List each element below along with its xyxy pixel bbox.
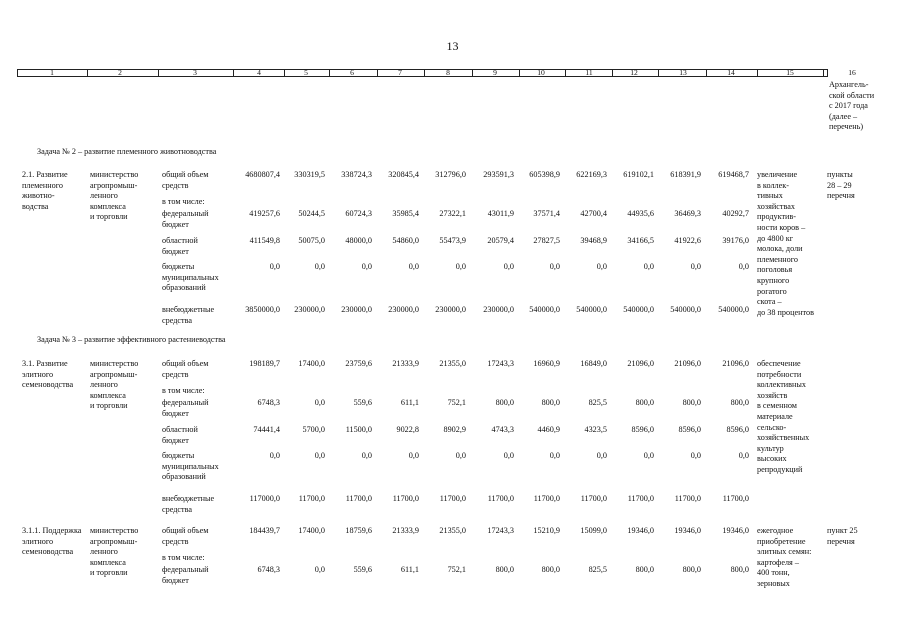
funding-value: 0,0 — [503, 451, 514, 460]
funding-value: 198189,7 — [249, 359, 280, 368]
responsible-executor: министерство агропромыш- ленного комплекса и торговли — [90, 526, 139, 578]
funding-value: 11700,0 — [627, 494, 654, 503]
list-reference: пункт 25 перечня — [827, 526, 858, 546]
funding-value: 605398,9 — [529, 170, 560, 179]
funding-value: 3850000,0 — [245, 305, 280, 314]
funding-value: 0,0 — [549, 451, 560, 460]
funding-value: 16849,0 — [580, 359, 607, 368]
funding-value: 11700,0 — [533, 494, 560, 503]
column-divider — [472, 69, 473, 77]
expected-result: обеспечение потребности коллективных хозяйств в семенном материале сельско- хозяйственных культур высоких репродукций — [757, 359, 810, 474]
funding-value: 338724,3 — [341, 170, 372, 179]
funding-value: 20579,4 — [487, 236, 514, 245]
page-number: 13 — [446, 39, 459, 53]
funding-value: 0,0 — [408, 262, 419, 271]
funding-source-label: общий объем средств — [162, 170, 209, 190]
funding-source-label: бюджеты муниципальных образований — [162, 451, 219, 482]
funding-value: 21333,9 — [392, 526, 419, 535]
funding-value: 27827,5 — [533, 236, 560, 245]
column-divider — [424, 69, 425, 77]
funding-value: 230000,0 — [341, 305, 372, 314]
funding-value: 619468,7 — [718, 170, 749, 179]
funding-source-label: бюджеты муниципальных образований — [162, 262, 219, 293]
task-2-heading: Задача № 2 – развитие племенного животноводства — [37, 147, 217, 156]
funding-value: 611,1 — [400, 398, 419, 407]
task-3-heading: Задача № 3 – развитие эффективного растениеводства — [37, 335, 226, 344]
funding-value: 611,1 — [400, 565, 419, 574]
funding-value: 4680807,4 — [245, 170, 280, 179]
funding-value: 559,6 — [353, 565, 372, 574]
funding-value: 800,0 — [682, 565, 701, 574]
funding-source-label: в том числе: — [162, 197, 205, 206]
funding-value: 230000,0 — [294, 305, 325, 314]
funding-value: 0,0 — [269, 262, 280, 271]
funding-value: 11700,0 — [298, 494, 325, 503]
column-divider — [706, 69, 707, 77]
funding-value: 17243,3 — [487, 526, 514, 535]
funding-value: 6748,3 — [257, 398, 280, 407]
funding-source-label: федеральный бюджет — [162, 398, 209, 418]
funding-value: 48000,0 — [345, 236, 372, 245]
funding-value: 0,0 — [549, 262, 560, 271]
funding-value: 11700,0 — [580, 494, 607, 503]
top-note: Архангель- ской области с 2017 года (далее – перечень) — [829, 80, 875, 132]
funding-value: 559,6 — [353, 398, 372, 407]
funding-value: 4743,3 — [491, 425, 514, 434]
activity-name: 3.1. Развитие элитного семеноводства — [22, 359, 74, 390]
funding-value: 35985,4 — [392, 209, 419, 218]
funding-value: 230000,0 — [435, 305, 466, 314]
funding-value: 19346,0 — [722, 526, 749, 535]
column-header-5: 5 — [304, 68, 308, 77]
responsible-executor: министерство агропромыш- ленного комплекса и торговли — [90, 359, 139, 411]
funding-value: 0,0 — [643, 262, 654, 271]
funding-value: 17400,0 — [298, 526, 325, 535]
funding-value: 0,0 — [738, 451, 749, 460]
funding-value: 0,0 — [455, 262, 466, 271]
column-header-1: 1 — [50, 68, 54, 77]
funding-value: 34166,5 — [627, 236, 654, 245]
funding-value: 27322,1 — [439, 209, 466, 218]
funding-value: 16960,9 — [533, 359, 560, 368]
funding-value: 11700,0 — [487, 494, 514, 503]
funding-source-label: федеральный бюджет — [162, 565, 209, 585]
column-header-6: 6 — [350, 68, 354, 77]
funding-source-label: общий объем средств — [162, 526, 209, 546]
funding-value: 117000,0 — [249, 494, 280, 503]
funding-value: 800,0 — [635, 565, 654, 574]
funding-value: 37571,4 — [533, 209, 560, 218]
funding-value: 320845,4 — [388, 170, 419, 179]
column-header-14: 14 — [727, 68, 735, 77]
funding-value: 4460,9 — [537, 425, 560, 434]
funding-value: 0,0 — [314, 262, 325, 271]
funding-value: 0,0 — [738, 262, 749, 271]
funding-value: 41922,6 — [674, 236, 701, 245]
column-divider — [87, 69, 88, 77]
funding-value: 44935,6 — [627, 209, 654, 218]
funding-value: 0,0 — [643, 451, 654, 460]
funding-value: 0,0 — [314, 565, 325, 574]
column-divider — [658, 69, 659, 77]
funding-value: 800,0 — [495, 398, 514, 407]
column-divider — [377, 69, 378, 77]
funding-value: 39176,0 — [722, 236, 749, 245]
funding-value: 800,0 — [730, 398, 749, 407]
funding-value: 11700,0 — [439, 494, 466, 503]
expected-result: ежегодное приобретение элитных семян: картофеля – 400 тонн, зерновых — [757, 526, 812, 588]
column-divider — [519, 69, 520, 77]
funding-value: 42700,4 — [580, 209, 607, 218]
column-divider — [612, 69, 613, 77]
funding-value: 6748,3 — [257, 565, 280, 574]
funding-value: 800,0 — [730, 565, 749, 574]
funding-value: 40292,7 — [722, 209, 749, 218]
funding-value: 825,5 — [588, 398, 607, 407]
activity-name: 2.1. Развитие племенного животно- водства — [22, 170, 68, 211]
funding-value: 11700,0 — [392, 494, 419, 503]
column-header-11: 11 — [585, 68, 593, 77]
funding-value: 5700,0 — [302, 425, 325, 434]
funding-source-label: областной бюджет — [162, 425, 198, 445]
funding-source-label: общий объем средств — [162, 359, 209, 379]
funding-value: 23759,6 — [345, 359, 372, 368]
funding-source-label: в том числе: — [162, 386, 205, 395]
funding-value: 800,0 — [541, 565, 560, 574]
funding-value: 11700,0 — [345, 494, 372, 503]
funding-value: 8596,0 — [631, 425, 654, 434]
funding-value: 752,1 — [447, 398, 466, 407]
funding-value: 540000,0 — [670, 305, 701, 314]
funding-value: 50075,0 — [298, 236, 325, 245]
funding-value: 21096,0 — [674, 359, 701, 368]
funding-value: 8596,0 — [678, 425, 701, 434]
funding-value: 411549,8 — [249, 236, 280, 245]
funding-value: 17243,3 — [487, 359, 514, 368]
column-divider — [233, 69, 234, 77]
funding-value: 17400,0 — [298, 359, 325, 368]
column-divider — [158, 69, 159, 77]
funding-value: 50244,5 — [298, 209, 325, 218]
funding-value: 0,0 — [269, 451, 280, 460]
funding-value: 15210,9 — [533, 526, 560, 535]
column-header-16: 16 — [848, 68, 856, 77]
funding-value: 312796,0 — [435, 170, 466, 179]
list-reference: пункты 28 – 29 перечня — [827, 170, 855, 201]
column-header-15: 15 — [786, 68, 794, 77]
funding-value: 19346,0 — [674, 526, 701, 535]
funding-value: 21096,0 — [627, 359, 654, 368]
column-header-7: 7 — [398, 68, 402, 77]
funding-value: 21096,0 — [722, 359, 749, 368]
funding-value: 11700,0 — [722, 494, 749, 503]
funding-value: 0,0 — [503, 262, 514, 271]
column-header-10: 10 — [537, 68, 545, 77]
funding-value: 618391,9 — [670, 170, 701, 179]
funding-value: 330319,5 — [294, 170, 325, 179]
funding-value: 800,0 — [682, 398, 701, 407]
funding-value: 540000,0 — [576, 305, 607, 314]
column-header-12: 12 — [630, 68, 638, 77]
funding-value: 36469,3 — [674, 209, 701, 218]
funding-value: 800,0 — [635, 398, 654, 407]
funding-source-label: в том числе: — [162, 553, 205, 562]
funding-value: 184439,7 — [249, 526, 280, 535]
column-header-8: 8 — [446, 68, 450, 77]
responsible-executor: министерство агропромыш- ленного комплекса и торговли — [90, 170, 139, 222]
funding-value: 4323,5 — [584, 425, 607, 434]
funding-value: 0,0 — [596, 262, 607, 271]
expected-result: увеличение в коллек- тивных хозяйствах продуктив- ности коров – до 4800 кг молока, доли племенного поголовья крупного рогатого скота – до 38 процентов — [757, 170, 814, 317]
funding-value: 0,0 — [408, 451, 419, 460]
column-divider — [757, 69, 758, 77]
column-header-3: 3 — [193, 68, 197, 77]
column-header-13: 13 — [679, 68, 687, 77]
funding-value: 55473,9 — [439, 236, 466, 245]
funding-value: 54860,0 — [392, 236, 419, 245]
funding-value: 0,0 — [596, 451, 607, 460]
funding-value: 21355,0 — [439, 359, 466, 368]
column-divider — [823, 69, 824, 77]
funding-source-label: внебюджетные средства — [162, 494, 215, 514]
funding-value: 60724,3 — [345, 209, 372, 218]
funding-value: 825,5 — [588, 565, 607, 574]
funding-value: 0,0 — [690, 262, 701, 271]
funding-value: 0,0 — [314, 451, 325, 460]
funding-value: 293591,3 — [483, 170, 514, 179]
funding-value: 0,0 — [361, 262, 372, 271]
funding-source-label: областной бюджет — [162, 236, 198, 256]
funding-value: 0,0 — [361, 451, 372, 460]
funding-value: 11700,0 — [674, 494, 701, 503]
funding-value: 540000,0 — [529, 305, 560, 314]
funding-value: 230000,0 — [388, 305, 419, 314]
funding-value: 8902,9 — [443, 425, 466, 434]
funding-value: 419257,6 — [249, 209, 280, 218]
funding-source-label: федеральный бюджет — [162, 209, 209, 229]
funding-value: 800,0 — [541, 398, 560, 407]
funding-value: 800,0 — [495, 565, 514, 574]
column-divider — [565, 69, 566, 77]
funding-value: 0,0 — [314, 398, 325, 407]
funding-value: 0,0 — [455, 451, 466, 460]
funding-value: 0,0 — [690, 451, 701, 460]
funding-value: 39468,9 — [580, 236, 607, 245]
column-divider — [329, 69, 330, 77]
funding-value: 11500,0 — [345, 425, 372, 434]
funding-value: 18759,6 — [345, 526, 372, 535]
funding-value: 752,1 — [447, 565, 466, 574]
funding-value: 15099,0 — [580, 526, 607, 535]
funding-value: 230000,0 — [483, 305, 514, 314]
funding-value: 21333,9 — [392, 359, 419, 368]
funding-value: 622169,3 — [576, 170, 607, 179]
funding-value: 619102,1 — [623, 170, 654, 179]
funding-value: 43011,9 — [487, 209, 514, 218]
column-header-2: 2 — [118, 68, 122, 77]
funding-value: 21355,0 — [439, 526, 466, 535]
funding-source-label: внебюджетные средства — [162, 305, 215, 325]
activity-name: 3.1.1. Поддержка элитного семеноводства — [22, 526, 82, 557]
funding-value: 540000,0 — [623, 305, 654, 314]
funding-value: 74441,4 — [253, 425, 280, 434]
column-divider — [284, 69, 285, 77]
funding-value: 540000,0 — [718, 305, 749, 314]
funding-value: 8596,0 — [726, 425, 749, 434]
funding-value: 9022,8 — [396, 425, 419, 434]
funding-value: 19346,0 — [627, 526, 654, 535]
column-header-9: 9 — [493, 68, 497, 77]
column-header-4: 4 — [257, 68, 261, 77]
